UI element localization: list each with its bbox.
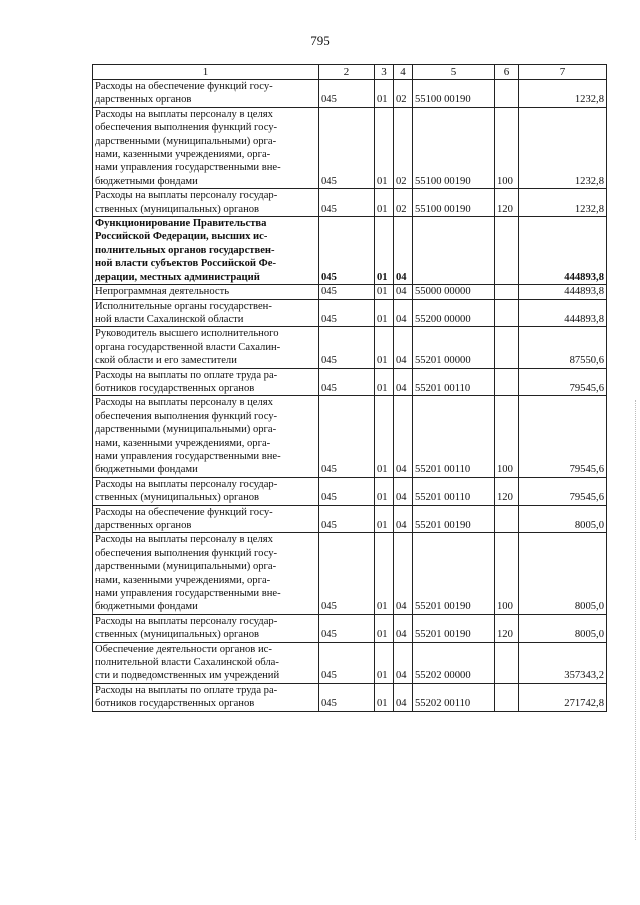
- row-col6-cell: [495, 327, 519, 368]
- table-row: [93, 477, 607, 505]
- table-row: [93, 533, 607, 614]
- row-col3-cell: 01: [375, 327, 394, 368]
- table-row: [93, 642, 607, 683]
- row-col4-cell: 04: [394, 477, 413, 505]
- row-col3-cell: 01: [375, 642, 394, 683]
- table-row: [93, 614, 607, 642]
- row-amount-cell: 79545,6: [519, 477, 607, 505]
- header-col-2: 2: [319, 65, 375, 80]
- row-amount-cell: 1232,8: [519, 107, 607, 188]
- row-col3-cell: 01: [375, 477, 394, 505]
- row-col6-cell: 120: [495, 614, 519, 642]
- row-col4-cell: 04: [394, 396, 413, 477]
- row-col3-cell: 01: [375, 80, 394, 108]
- scan-edge-mark: [633, 400, 636, 840]
- row-name-cell: Руководитель высшего исполнительного органа государственной власти Сахалин- ской области и его заместители: [93, 327, 319, 368]
- row-name-cell: Расходы на выплаты по оплате труда ра- ботников государственных органов: [93, 683, 319, 711]
- row-col5-cell: 55201 00000: [413, 327, 495, 368]
- row-col4-cell: 02: [394, 107, 413, 188]
- row-col6-cell: 100: [495, 107, 519, 188]
- row-col3-cell: 01: [375, 683, 394, 711]
- row-amount-cell: 271742,8: [519, 683, 607, 711]
- row-col4-cell: 04: [394, 285, 413, 299]
- row-col4-cell: 02: [394, 80, 413, 108]
- row-col2-cell: 045: [319, 683, 375, 711]
- row-col2-cell: 045: [319, 299, 375, 327]
- row-amount-cell: 8005,0: [519, 533, 607, 614]
- table-row: [93, 189, 607, 217]
- row-amount-cell: 79545,6: [519, 368, 607, 396]
- row-col6-cell: [495, 299, 519, 327]
- header-col-6: 6: [495, 65, 519, 80]
- row-col2-cell: 045: [319, 477, 375, 505]
- table-row: [93, 683, 607, 711]
- row-col3-cell: 01: [375, 505, 394, 533]
- page-number: 795: [310, 33, 330, 48]
- table-row: [93, 396, 607, 477]
- row-amount-cell: 444893,8: [519, 217, 607, 285]
- header-col-7: 7: [519, 65, 607, 80]
- row-col4-cell: 04: [394, 533, 413, 614]
- row-col4-cell: 04: [394, 299, 413, 327]
- row-name-cell: Расходы на выплаты персоналу государ- ственных (муниципальных) органов: [93, 614, 319, 642]
- row-name-cell: Непрограммная деятельность: [93, 285, 319, 299]
- row-col4-cell: 04: [394, 505, 413, 533]
- row-col3-cell: 01: [375, 189, 394, 217]
- row-col4-cell: 04: [394, 642, 413, 683]
- row-col3-cell: 01: [375, 299, 394, 327]
- row-col5-cell: 55201 00110: [413, 368, 495, 396]
- table-body: [93, 80, 607, 712]
- row-name-cell: Расходы на выплаты персоналу в целях обеспечения выполнения функций госу- дарственными (муниципальными) орга- нами, казенными учреждениями, орга- нами управления государственными вне- бюджетными фондами: [93, 533, 319, 614]
- table-row: [93, 299, 607, 327]
- budget-table: [92, 64, 607, 712]
- row-col4-cell: 04: [394, 327, 413, 368]
- row-name-cell: Расходы на обеспечение функций госу- дарственных органов: [93, 80, 319, 108]
- table-row: [93, 368, 607, 396]
- row-col3-cell: 01: [375, 107, 394, 188]
- row-col5-cell: 55201 00190: [413, 614, 495, 642]
- header-row: [93, 65, 607, 80]
- row-col3-cell: 01: [375, 285, 394, 299]
- row-col2-cell: 045: [319, 533, 375, 614]
- row-col2-cell: 045: [319, 217, 375, 285]
- table-row: [93, 285, 607, 299]
- row-col4-cell: 04: [394, 614, 413, 642]
- header-col-4: 4: [394, 65, 413, 80]
- row-col2-cell: 045: [319, 189, 375, 217]
- row-col4-cell: 04: [394, 683, 413, 711]
- row-col2-cell: 045: [319, 614, 375, 642]
- row-col5-cell: 55100 00190: [413, 80, 495, 108]
- row-col3-cell: 01: [375, 217, 394, 285]
- row-col2-cell: 045: [319, 642, 375, 683]
- row-col2-cell: 045: [319, 285, 375, 299]
- row-col2-cell: 045: [319, 396, 375, 477]
- row-col6-cell: 120: [495, 189, 519, 217]
- row-col5-cell: 55201 00190: [413, 505, 495, 533]
- row-amount-cell: 444893,8: [519, 299, 607, 327]
- row-name-cell: Обеспечение деятельности органов ис- полнительной власти Сахалинской обла- сти и подведомственных им учреждений: [93, 642, 319, 683]
- row-col5-cell: [413, 217, 495, 285]
- row-col6-cell: [495, 217, 519, 285]
- row-col5-cell: 55201 00110: [413, 477, 495, 505]
- row-amount-cell: 444893,8: [519, 285, 607, 299]
- header-col-3: 3: [375, 65, 394, 80]
- row-col5-cell: 55202 00000: [413, 642, 495, 683]
- row-col5-cell: 55100 00190: [413, 189, 495, 217]
- row-col2-cell: 045: [319, 327, 375, 368]
- row-amount-cell: 8005,0: [519, 614, 607, 642]
- row-amount-cell: 1232,8: [519, 80, 607, 108]
- table-row: [93, 217, 607, 285]
- row-name-cell: Расходы на выплаты персоналу в целях обеспечения выполнения функций госу- дарственными (муниципальными) орга- нами, казенными учреждениями, орга- нами управления государственными вне- бюджетными фондами: [93, 107, 319, 188]
- row-col6-cell: [495, 285, 519, 299]
- row-col2-cell: 045: [319, 368, 375, 396]
- row-col6-cell: [495, 642, 519, 683]
- row-name-cell: Функционирование Правительства Российской Федерации, высших ис- полнительных органов государствен- ной власти субъектов Российской Фе- дерации, местных администраций: [93, 217, 319, 285]
- row-col6-cell: [495, 368, 519, 396]
- row-col6-cell: 100: [495, 533, 519, 614]
- row-name-cell: Расходы на выплаты персоналу государ- ственных (муниципальных) органов: [93, 189, 319, 217]
- table-row: [93, 327, 607, 368]
- row-col2-cell: 045: [319, 505, 375, 533]
- row-col5-cell: 55000 00000: [413, 285, 495, 299]
- row-name-cell: Расходы на выплаты персоналу государ- ственных (муниципальных) органов: [93, 477, 319, 505]
- row-amount-cell: 1232,8: [519, 189, 607, 217]
- row-col5-cell: 55200 00000: [413, 299, 495, 327]
- row-col2-cell: 045: [319, 107, 375, 188]
- row-col5-cell: 55100 00190: [413, 107, 495, 188]
- table-row: [93, 107, 607, 188]
- row-col2-cell: 045: [319, 80, 375, 108]
- row-col4-cell: 04: [394, 217, 413, 285]
- table-row: [93, 505, 607, 533]
- row-name-cell: Исполнительные органы государствен- ной власти Сахалинской области: [93, 299, 319, 327]
- row-col3-cell: 01: [375, 533, 394, 614]
- row-col4-cell: 02: [394, 189, 413, 217]
- row-col3-cell: 01: [375, 396, 394, 477]
- row-col3-cell: 01: [375, 614, 394, 642]
- row-amount-cell: 79545,6: [519, 396, 607, 477]
- row-col6-cell: [495, 505, 519, 533]
- row-name-cell: Расходы на обеспечение функций госу- дарственных органов: [93, 505, 319, 533]
- row-col5-cell: 55201 00110: [413, 396, 495, 477]
- row-col5-cell: 55202 00110: [413, 683, 495, 711]
- row-col6-cell: [495, 683, 519, 711]
- row-name-cell: Расходы на выплаты персоналу в целях обеспечения выполнения функций госу- дарственными (муниципальными) орга- нами, казенными учреждениями, орга- нами управления государственными вне- бюджетными фондами: [93, 396, 319, 477]
- row-amount-cell: 87550,6: [519, 327, 607, 368]
- row-col4-cell: 04: [394, 368, 413, 396]
- table-row: [93, 80, 607, 108]
- row-col6-cell: [495, 80, 519, 108]
- row-col5-cell: 55201 00190: [413, 533, 495, 614]
- row-col6-cell: 100: [495, 396, 519, 477]
- header-col-5: 5: [413, 65, 495, 80]
- row-amount-cell: 8005,0: [519, 505, 607, 533]
- row-col6-cell: 120: [495, 477, 519, 505]
- row-col3-cell: 01: [375, 368, 394, 396]
- row-amount-cell: 357343,2: [519, 642, 607, 683]
- header-col-1: 1: [93, 65, 319, 80]
- row-name-cell: Расходы на выплаты по оплате труда ра- ботников государственных органов: [93, 368, 319, 396]
